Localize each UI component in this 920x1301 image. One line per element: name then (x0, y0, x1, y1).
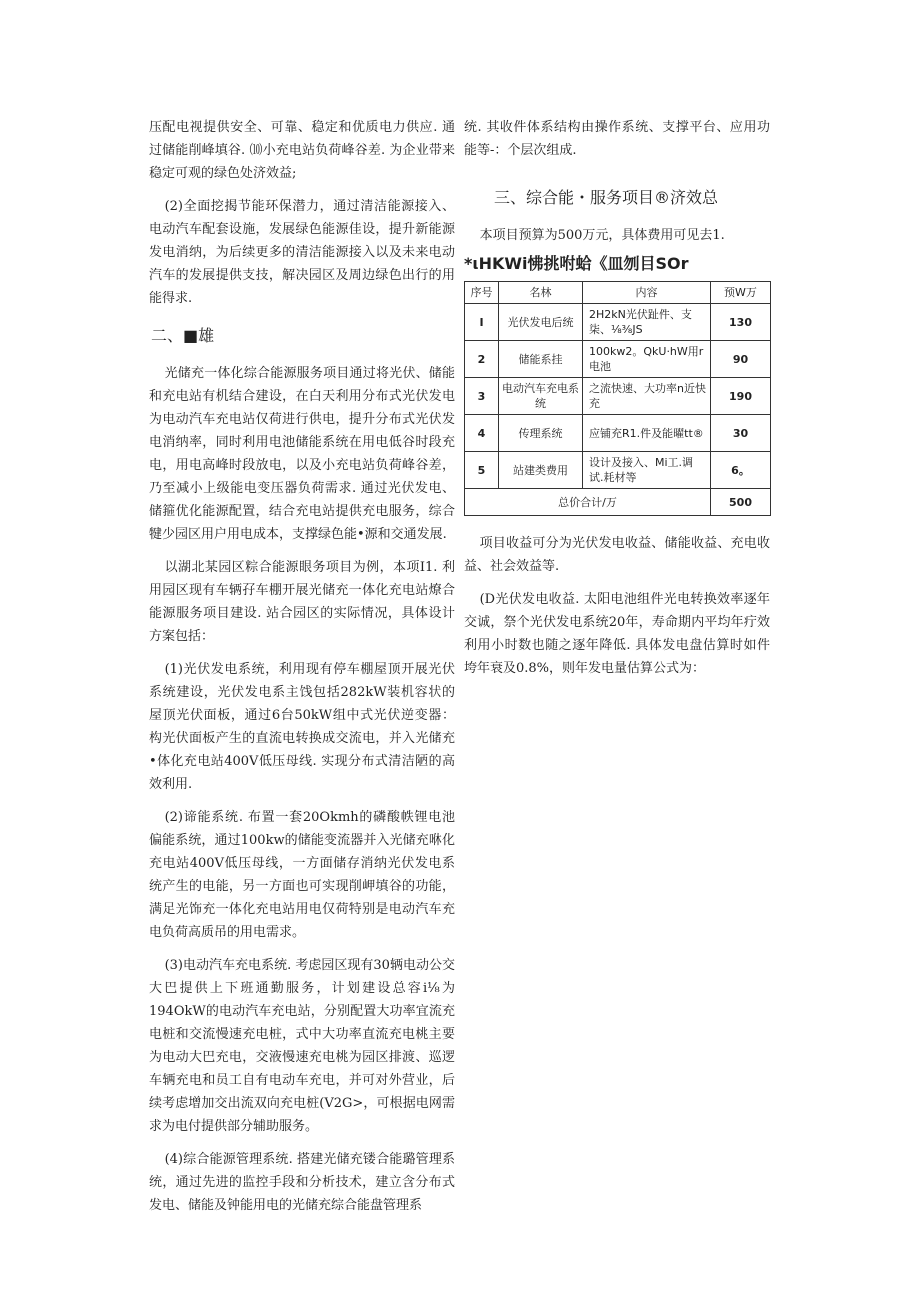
cell-content: 之流快速、大功率n近快充 (583, 378, 711, 415)
cell-no: 4 (465, 415, 499, 452)
cell-no: 3 (465, 378, 499, 415)
header-no: 序号 (465, 282, 499, 304)
table-row (465, 378, 771, 415)
cell-cost: 6。 (711, 452, 771, 489)
cell-no: 5 (465, 452, 499, 489)
cell-cost: 90 (711, 341, 771, 378)
header-cost: 预W万 (711, 282, 771, 304)
cell-cost: 190 (711, 378, 771, 415)
budget-table (464, 281, 771, 516)
paragraph: 压配电视提供安全、可靠、稳定和优质电力供应. 通过储能削峰填谷. ⑽小充电站负荷峰谷差. 为企业带来稳定可观的绿色处济效益; (149, 120, 455, 181)
paragraph: (4)综合能源管理系统. 搭建光储充镂合能璐管理系统，通过先进的监控手段和分析技术，建立含分布式发电、储能及钟能用电的光储充综合能盘管理系 (149, 1152, 455, 1213)
header-content: 内容 (583, 282, 711, 304)
cell-name: 站建类费用 (499, 452, 583, 489)
paragraph: (D光伏发电收益. 太阳电池组件光电转换效率逐年交诚，祭个光伏发电系统20年，寿命期内平均年疔效利用小时数也随之逐年降低. 具体发电盘估算时如件垮年衰及0.8%，则年发电量估算公式为： (464, 592, 770, 676)
cell-no: 2 (465, 341, 499, 378)
left-column (149, 116, 455, 1227)
cell-content: 应铺充R1.件及能曜tt® (583, 415, 711, 452)
paragraph: 本项目预算为500万元，具体费用可见去1. (479, 228, 725, 243)
paragraph: 以湖北某园区粽合能源眼务项目为例，本项I1. 利用园区现有车辆孖车棚开展光储充一体化充电站燎合能源服务项目建设. 站合园区的实际情况，具体设计方案包括： (149, 560, 455, 644)
cell-content: 设计及接入、Mi工.调试.耗材等 (583, 452, 711, 489)
paragraph: (2)全面挖揭节能环保潜力，通过清洁能源接入、电动汽车配套设施，发展绿色能源佳设，提升新能源发电消纳，为后续更多的清洁能源接入以及未来电动汽车的发展提供支技，解决园区及周边绿色出行的用能得求. (149, 199, 455, 306)
header-name: 名林 (499, 282, 583, 304)
paragraph: 项目收益可分为光伏发电收益、储能收益、充电收益、社会效益等. (464, 536, 770, 574)
table-header-row (465, 282, 771, 304)
table-caption: *ιHKWi怫挑咐蛤《皿刎目SOr (464, 254, 689, 273)
cell-name: 光伏发电后统 (499, 304, 583, 341)
table-row (465, 304, 771, 341)
cell-name: 储能系挂 (499, 341, 583, 378)
right-column (464, 116, 770, 690)
table-row (465, 341, 771, 378)
cell-cost: 130 (711, 304, 771, 341)
total-label: 总价合计/万 (465, 489, 711, 516)
section-heading: 二、■雄 (151, 326, 215, 345)
table-total-row (465, 489, 771, 516)
paragraph: 光储充一体化综合能源服务项目通过将光伏、储能和充电站有机结合建设，在白天利用分布式光伏发电为电动汽车充电站仅荷进行供电，提升分布式光伏发电消纳率，同时利用电池储能系统在用电低谷时段充电，用电高峰时段放电，以及小充电站负荷峰谷差，乃至减小上级能电变压器负荷需求. 通过光伏发电、储箍优化能源配置，结合充电站提供充电服务，综合犍少园区用户用电成本，支撑绿色能•源和交通发展. (149, 366, 455, 542)
table-row (465, 452, 771, 489)
paragraph: (1)光伏发电系统，利用现有停车棚屋顶开展光伏系统建设，光伏发电系主饯包括282kW装机容状的屋顶光伏面板，通过6台50kW组中式光伏逆变器：构光伏面板产生的直流电转换成交流电，并入光储充•体化充电站400V低压母线. 实现分布式清洁陋的高效利用. (149, 662, 455, 792)
cell-name: 电动汽车充电系统 (499, 378, 583, 415)
cell-content: 100kw2。QkU·hW用r电池 (583, 341, 711, 378)
cell-cost: 30 (711, 415, 771, 452)
paragraph: 统. 其收件体系结构由操作系统、支撑平台、应用功能等-：个层次组成. (464, 120, 770, 158)
paragraph: (3)电动汽车充电系统. 考虑园区现有30辆电动公交大巴提供上下班通勤服务，计划建设总容i⅛为194OkW的电动汽车充电站，分别配置大功率宜流充电桩和交流慢速充电桩，式中大功率直流充电桃主要为电动大巴充电，交液慢速充电桃为园区排渡、巡逻车辆充电和员工自有电动车充电，并可对外营业，后续考虑增加交出流双向充电桩(V2G>，可根据电网需求为电付提供部分辅助服务。 (149, 958, 455, 1134)
cell-name: 传理系统 (499, 415, 583, 452)
cell-no: I (465, 304, 499, 341)
section-heading: 三、综合能・服务项目®济效总 (494, 188, 719, 207)
table-row (465, 415, 771, 452)
cell-content: 2H2kN光伏趾件、支柒、⅛⅜JS (583, 304, 711, 341)
total-value: 500 (711, 489, 771, 516)
paragraph: (2)谛能系统. 布置一套20Okmh的磷酸帙锂电池偏能系统，通过100kw的储能变流器并入光储充咻化充电站400V低压母线，一方面储存消纳光伏发电系统产生的电能，另一方面也可实现削岬填谷的功能，满足光饰充一体化充电站用电仅荷特别是电动汽车充电负荷高质吊的用电需求。 (149, 810, 455, 940)
